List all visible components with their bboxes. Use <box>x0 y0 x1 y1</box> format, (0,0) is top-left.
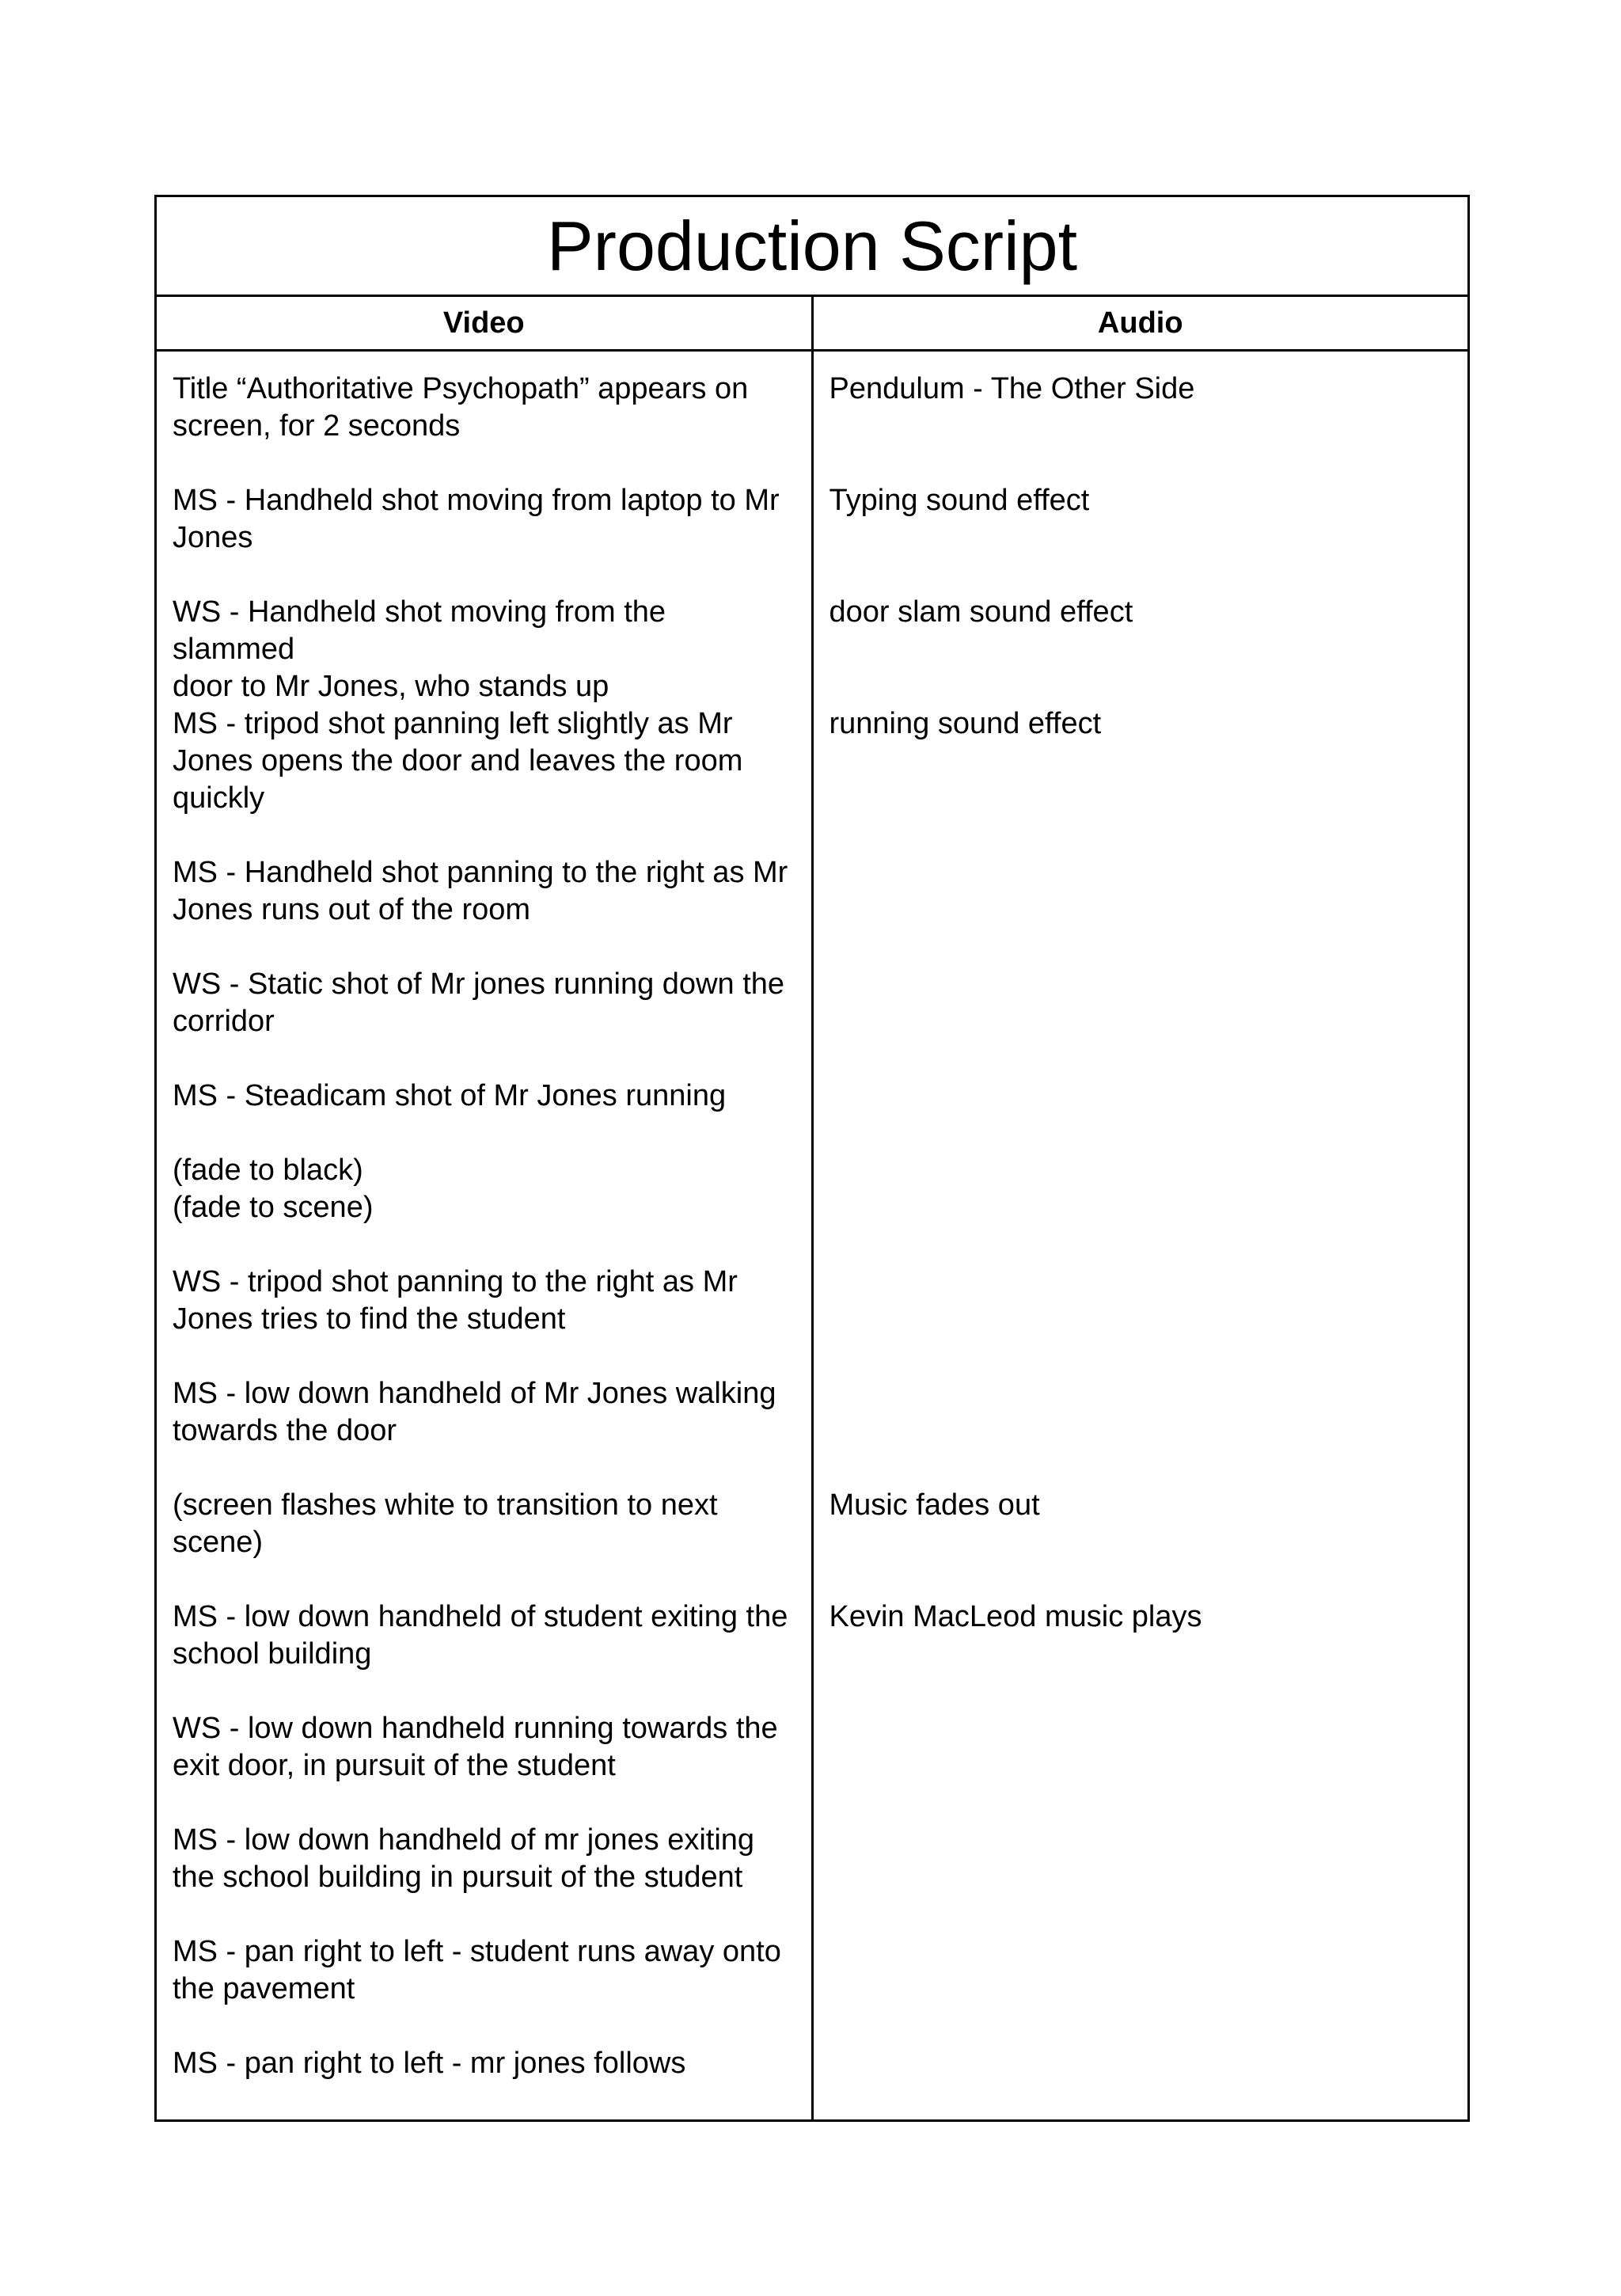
audio-entry: Music fades out <box>829 1488 1040 1522</box>
video-entry: MS - low down handheld of mr jones exiting the school building in pursuit of the student <box>173 1823 755 1894</box>
video-entry-slot <box>173 1598 795 1710</box>
audio-column-header: Audio <box>1097 306 1183 340</box>
audio-entry-slot <box>829 1264 1452 1375</box>
video-entry: MS - Steadicam shot of Mr Jones running <box>173 1079 727 1112</box>
video-entry: (screen flashes white to transition to next scene) <box>173 1488 718 1559</box>
video-entry: Title “Authoritative Psychopath” appears on screen, for 2 seconds <box>173 372 749 443</box>
video-entry: (fade to black) (fade to scene) <box>173 1154 374 1224</box>
video-entry: MS - pan right to left - mr jones follows <box>173 2047 686 2080</box>
video-entry: WS - Handheld shot moving from the slammed door to Mr Jones, who stands up <box>173 595 666 703</box>
audio-entry-slot <box>829 854 1452 966</box>
audio-entry: Kevin MacLeod music plays <box>829 1600 1202 1633</box>
video-column-header: Video <box>157 297 814 349</box>
video-column <box>157 352 814 2119</box>
video-entry: WS - tripod shot panning to the right as Mr Jones tries to find the student <box>173 1265 738 1336</box>
audio-entry-slot <box>829 705 1452 854</box>
audio-entry-slot <box>829 1598 1452 1710</box>
video-entry: WS - Static shot of Mr jones running down the corridor <box>173 967 785 1038</box>
video-entry-slot <box>173 371 795 482</box>
audio-entry: Typing sound effect <box>829 484 1090 517</box>
audio-entry-slot <box>829 371 1452 482</box>
video-entry: MS - pan right to left - student runs away onto the pavement <box>173 1935 781 2005</box>
video-entry-slot <box>173 1264 795 1375</box>
page-title: Production Script <box>546 206 1078 285</box>
video-entry-slot <box>173 1078 795 1152</box>
audio-entry: door slam sound effect <box>829 595 1133 629</box>
video-entry-slot <box>173 482 795 594</box>
video-entry-slot <box>173 966 795 1078</box>
audio-entry-slot <box>829 966 1452 1078</box>
audio-entry-slot <box>829 482 1452 594</box>
audio-entry: running sound effect <box>829 707 1102 740</box>
production-script-table <box>154 195 1470 2122</box>
video-entry-slot <box>173 1152 795 1264</box>
audio-entry-slot <box>829 1822 1452 1933</box>
audio-entry-slot <box>829 1375 1452 1487</box>
header-row <box>157 297 1467 352</box>
video-entry-slot <box>173 2045 795 2119</box>
video-entry-slot <box>173 1822 795 1933</box>
video-entry: MS - tripod shot panning left slightly as Mr Jones opens the door and leaves the room quickly <box>173 707 743 815</box>
script-body <box>157 352 1467 2119</box>
title-row <box>157 197 1467 297</box>
audio-entry-slot <box>829 1710 1452 1822</box>
audio-entry-slot <box>829 1152 1452 1264</box>
video-entry-slot <box>173 1487 795 1598</box>
audio-entry-slot <box>829 1487 1452 1598</box>
video-entry: MS - Handheld shot moving from laptop to Mr Jones <box>173 484 780 554</box>
audio-entry: Pendulum - The Other Side <box>829 372 1195 405</box>
video-entry-slot <box>173 705 795 854</box>
video-entry-slot <box>173 1933 795 2045</box>
video-entry: MS - Handheld shot panning to the right as Mr Jones runs out of the room <box>173 856 788 926</box>
video-entry-slot <box>173 1710 795 1822</box>
audio-entry-slot <box>829 2045 1452 2119</box>
video-entry-slot <box>173 854 795 966</box>
video-entry: MS - low down handheld of Mr Jones walking towards the door <box>173 1377 776 1447</box>
video-entry-slot <box>173 594 795 705</box>
audio-entry-slot <box>829 1078 1452 1152</box>
audio-entry-slot <box>829 594 1452 705</box>
video-entry: MS - low down handheld of student exiting the school building <box>173 1600 788 1671</box>
audio-entry-slot <box>829 1933 1452 2045</box>
video-entry-slot <box>173 1375 795 1487</box>
video-entry: WS - low down handheld running towards the exit door, in pursuit of the student <box>173 1712 778 1782</box>
audio-column <box>814 352 1468 2119</box>
